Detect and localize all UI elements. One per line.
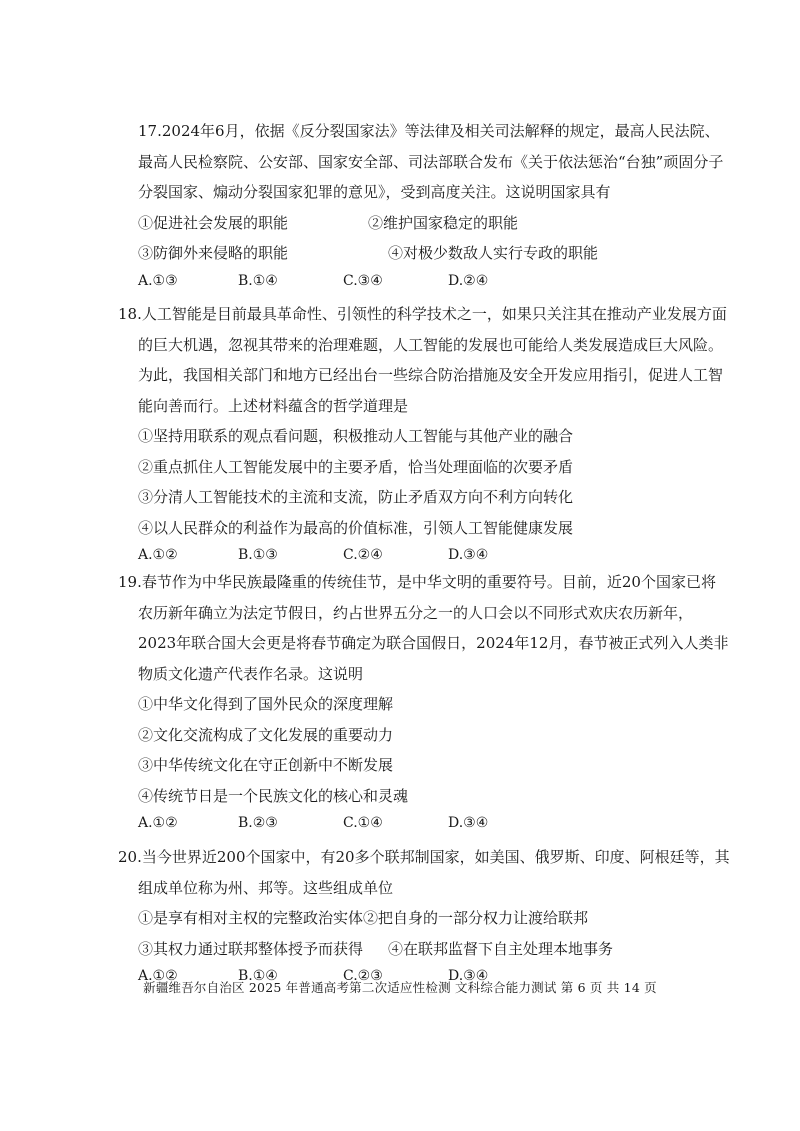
answer-d: D.③④	[448, 547, 489, 563]
answer-b: B.①④	[238, 968, 278, 984]
answer-a: A.①③	[138, 272, 178, 289]
option-3: ③防御外来侵略的职能	[138, 244, 289, 262]
option-4: ④以人民群众的利益作为最高的价值标准，引领人工智能健康发展	[138, 518, 574, 537]
option-4: ④传统节日是一个民族文化的核心和灵魂	[138, 786, 409, 805]
option-2: ②文化交流构成了文化发展的重要动力	[138, 725, 394, 744]
stem-text: 20.当今世界近200个国家中，有20多个联邦制国家，如美国、俄罗斯、印度、阿根廷等，其组成单位称为州、邦等。这些组成单位	[118, 848, 730, 897]
option-3: ③其权力通过联邦整体授予而获得	[138, 939, 364, 958]
answer-b: B.①④	[238, 272, 278, 289]
option-2: ②维护国家稳定的职能	[368, 213, 519, 232]
stem-text: 18.人工智能是目前最具革命性、引领性的科学技术之一，如果只关注其在推动产业发展方面的巨大机遇，忽视其带来的治理难题，人工智能的发展也可能给人类发展造成巨大风险。为此，我国相关部门和地方已经出台一些综合防治措施及安全开发应用指引，促进人工智能向善而行。上述材料蕴含的哲学道理是	[118, 305, 727, 415]
answer-b: B.①③	[238, 547, 278, 563]
answer-a: A.①②	[138, 547, 178, 563]
options-row	[118, 238, 730, 269]
answer-choices	[118, 543, 730, 567]
option-4: ④在联邦监督下自主处理本地事务	[388, 939, 614, 958]
answer-a: A.①②	[138, 815, 178, 831]
option-3: ③中华传统文化在守正创新中不断发展	[138, 756, 394, 774]
option-1: ①促进社会发展的职能	[138, 213, 289, 232]
stem-text: 17.2024年6月，依据《反分裂国家法》等法律及相关司法解释的规定，最高人民法院、最高人民检察院、公安部、国家安全部、司法部联合发布《关于依法惩治“台独”顽固分子分裂国家、煽动分裂国家犯罪的意见》，受到高度关注。这说明国家具有	[138, 122, 724, 201]
answer-d: D.②④	[448, 272, 489, 289]
option-4: ④对极少数敌人实行专政的职能	[388, 244, 599, 262]
question-stem	[118, 299, 730, 421]
option-1: ①是享有相对主权的完整政治实体	[138, 909, 364, 927]
options-row	[118, 208, 730, 239]
option-1: ①坚持用联系的观点看问题，积极推动人工智能与其他产业的融合	[138, 427, 574, 445]
answer-c: C.②③	[343, 968, 383, 984]
answer-a: A.①②	[138, 968, 178, 984]
question-17	[118, 116, 730, 293]
answer-choices	[118, 269, 730, 293]
question-18	[118, 299, 730, 567]
stem-text: 19.春节作为中华民族最隆重的传统佳节，是中华文明的重要符号。目前，近20个国家已将农历新年确立为法定节假日，约占世界五分之一的人口会以不同形式欢庆农历新年，2023年联合国大会更是将春节确定为联合国假日，2024年12月，春节被正式列入人类非物质文化遗产代表作名录。这说明	[118, 573, 729, 683]
question-stem	[118, 567, 730, 689]
options-row	[118, 934, 730, 965]
answer-b: B.②③	[238, 815, 278, 831]
options-row	[118, 903, 730, 934]
question-19	[118, 567, 730, 835]
option-3: ③分清人工智能技术的主流和支流，防止矛盾双方向不利方向转化	[138, 488, 574, 506]
answer-c: C.②④	[343, 547, 383, 563]
question-20	[118, 842, 730, 988]
option-1: ①中华文化得到了国外民众的深度理解	[138, 695, 394, 713]
page-footer: 新疆维吾尔自治区 2025 年普通高考第二次适应性检测 文科综合能力测试 第 6 页 共 14 页	[143, 980, 657, 995]
question-stem	[118, 116, 730, 208]
answer-d: D.③④	[448, 815, 489, 831]
question-stem	[118, 842, 730, 903]
option-2: ②把自身的一部分权力让渡给联邦	[363, 909, 589, 927]
answer-d: D.③④	[448, 968, 489, 984]
answer-c: C.③④	[343, 272, 383, 289]
answer-choices	[118, 811, 730, 835]
option-2: ②重点抓住人工智能发展中的主要矛盾，恰当处理面临的次要矛盾	[138, 457, 574, 476]
answer-c: C.①④	[343, 815, 383, 831]
